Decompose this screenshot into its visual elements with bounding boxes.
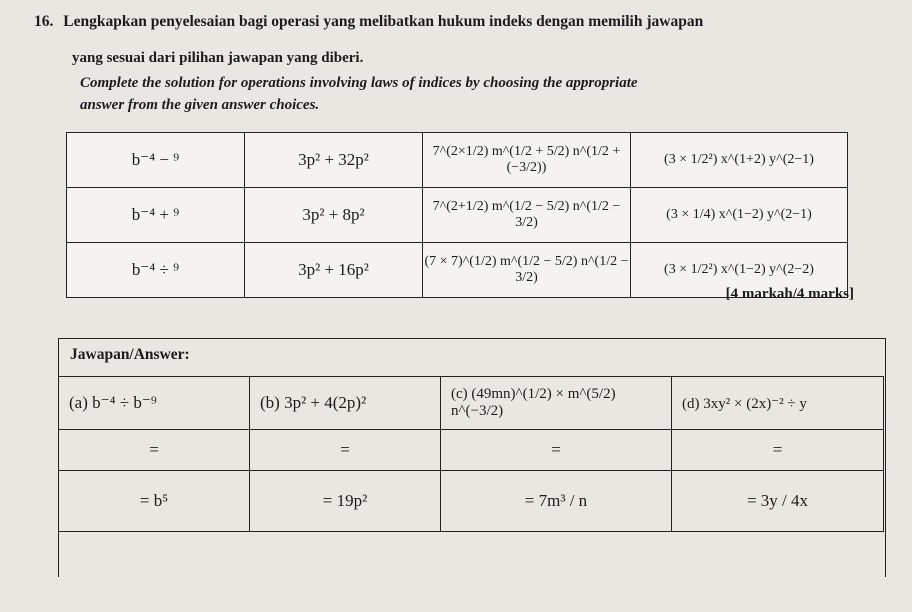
choice-cell[interactable]: 3p² + 8p² — [245, 188, 423, 243]
answer-blank-c[interactable]: = — [441, 430, 672, 471]
choice-cell[interactable]: b⁻⁴ + ⁹ — [67, 188, 245, 243]
question-english-line1: Complete the solution for operations involving laws of indices by choosing the appropriate — [80, 75, 638, 91]
choice-cell[interactable]: 7^(2×1/2) m^(1/2 + 5/2) n^(1/2 + (−3/2)) — [423, 133, 631, 188]
choices-table — [66, 132, 848, 298]
choice-cell[interactable]: 3p² + 16p² — [245, 243, 423, 298]
answer-result-row — [59, 471, 884, 532]
choice-cell[interactable]: 3p² + 32p² — [245, 133, 423, 188]
answer-header-a: (a) b⁻⁴ ÷ b⁻⁹ — [59, 377, 250, 430]
answer-header-d: (d) 3xy² × (2x)⁻² ÷ y — [672, 377, 884, 430]
answer-result-a: = b⁵ — [59, 471, 250, 532]
answer-header-row — [59, 377, 884, 430]
question-english-line2: answer from the given answer choices. — [80, 97, 320, 113]
answer-result-c: = 7m³ / n — [441, 471, 672, 532]
choice-cell[interactable]: 7^(2+1/2) m^(1/2 − 5/2) n^(1/2 − 3/2) — [423, 188, 631, 243]
marks-label: [4 markah/4 marks] — [725, 286, 854, 302]
answer-result-b: = 19p² — [250, 471, 441, 532]
question-english — [80, 72, 912, 116]
answer-blank-d[interactable]: = — [672, 430, 884, 471]
choices-row — [67, 133, 848, 188]
choice-cell[interactable]: (3 × 1/2²) x^(1+2) y^(2−1) — [631, 133, 848, 188]
question-malay-line2: yang sesuai dari pilihan jawapan yang diberi. — [72, 50, 364, 66]
choice-cell[interactable]: (3 × 1/2²) x^(1−2) y^(2−2) — [631, 243, 848, 298]
answer-blank-b[interactable]: = — [250, 430, 441, 471]
choice-cell[interactable]: (7 × 7)^(1/2) m^(1/2 − 5/2) n^(1/2 − 3/2) — [423, 243, 631, 298]
answer-header-c: (c) (49mn)^(1/2) × m^(5/2) n^(−3/2) — [441, 377, 672, 430]
question-number: 16. — [34, 13, 54, 30]
choice-cell[interactable]: (3 × 1/4) x^(1−2) y^(2−1) — [631, 188, 848, 243]
answer-table — [58, 376, 884, 532]
choice-cell[interactable]: b⁻⁴ ÷ ⁹ — [67, 243, 245, 298]
question-malay-line1 — [34, 12, 894, 32]
answer-result-d: = 3y / 4x — [672, 471, 884, 532]
choice-cell[interactable]: b⁻⁴ − ⁹ — [67, 133, 245, 188]
answer-blank-a[interactable]: = — [59, 430, 250, 471]
answer-title: Jawapan/Answer: — [70, 346, 190, 363]
question-malay-text: Lengkapkan penyelesaian bagi operasi yang melibatkan hukum indeks dengan memilih jawapan — [63, 13, 704, 30]
choices-row — [67, 188, 848, 243]
answer-header-b: (b) 3p² + 4(2p)² — [250, 377, 441, 430]
answer-blank-row — [59, 430, 884, 471]
